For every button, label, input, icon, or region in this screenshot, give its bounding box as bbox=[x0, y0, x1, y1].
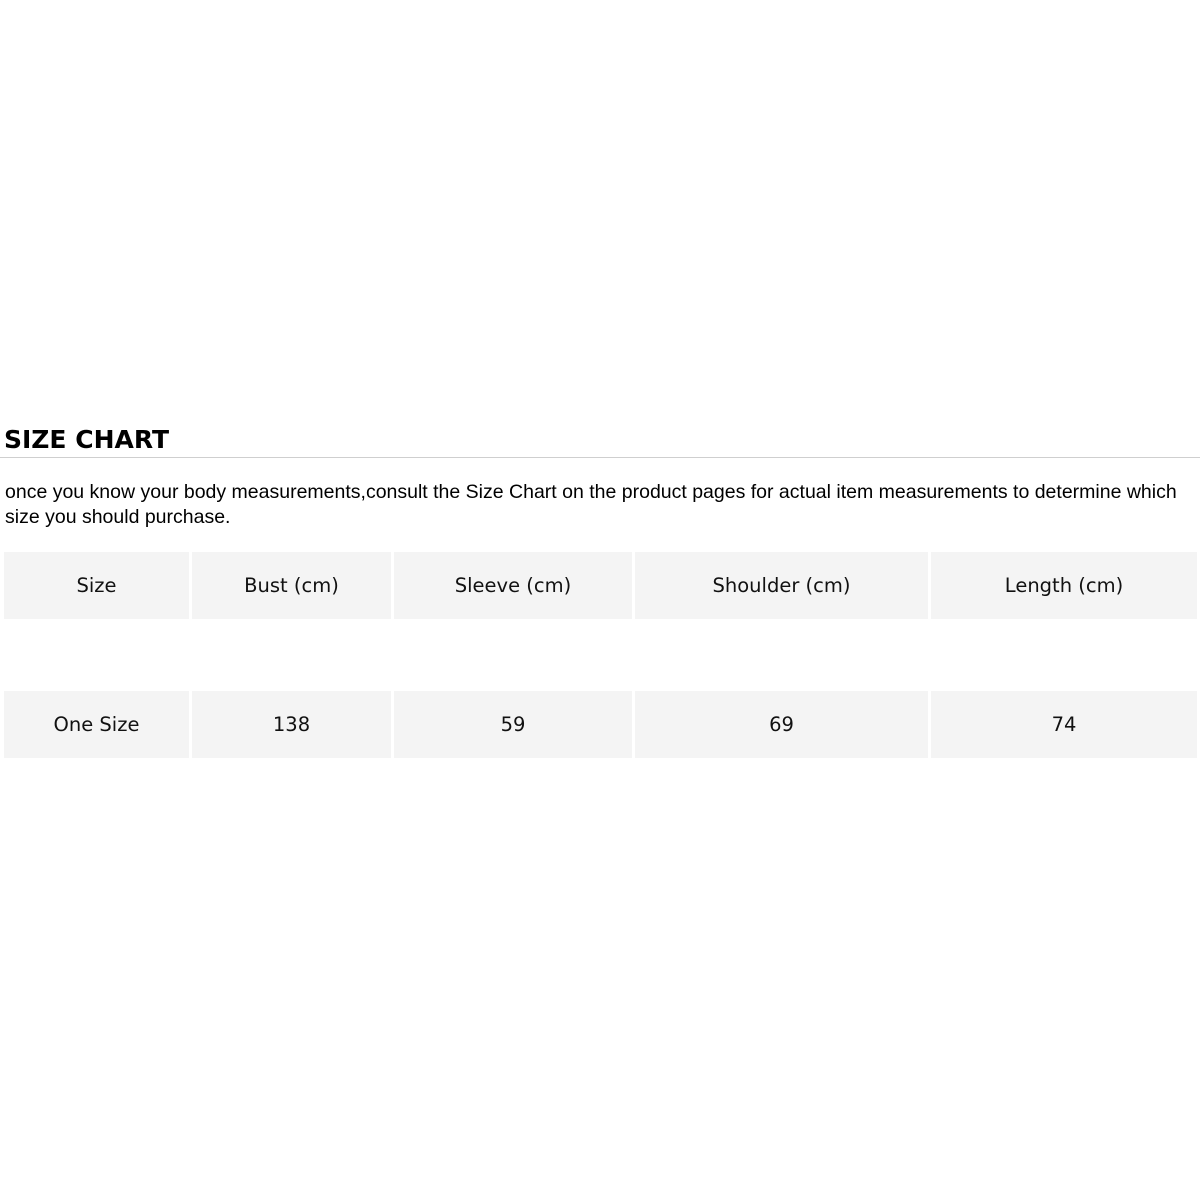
header-cell-bust: Bust (cm) bbox=[192, 552, 391, 619]
cell-shoulder-value: 69 bbox=[635, 691, 928, 758]
title-divider bbox=[0, 457, 1200, 458]
cell-bust-value: 138 bbox=[192, 691, 391, 758]
header-cell-length: Length (cm) bbox=[931, 552, 1197, 619]
cell-length-value: 74 bbox=[931, 691, 1197, 758]
cell-sleeve-value: 59 bbox=[394, 691, 632, 758]
table-row bbox=[4, 691, 1197, 758]
table-header-row bbox=[4, 552, 1197, 619]
header-cell-size: Size bbox=[4, 552, 189, 619]
header-cell-sleeve: Sleeve (cm) bbox=[394, 552, 632, 619]
header-cell-shoulder: Shoulder (cm) bbox=[635, 552, 928, 619]
size-chart-description: once you know your body measurements,consult the Size Chart on the product pages for actual item measurements to determine which size you should purchase. bbox=[5, 481, 1177, 528]
cell-size-value: One Size bbox=[4, 691, 189, 758]
size-chart-title: SIZE CHART bbox=[4, 425, 170, 454]
